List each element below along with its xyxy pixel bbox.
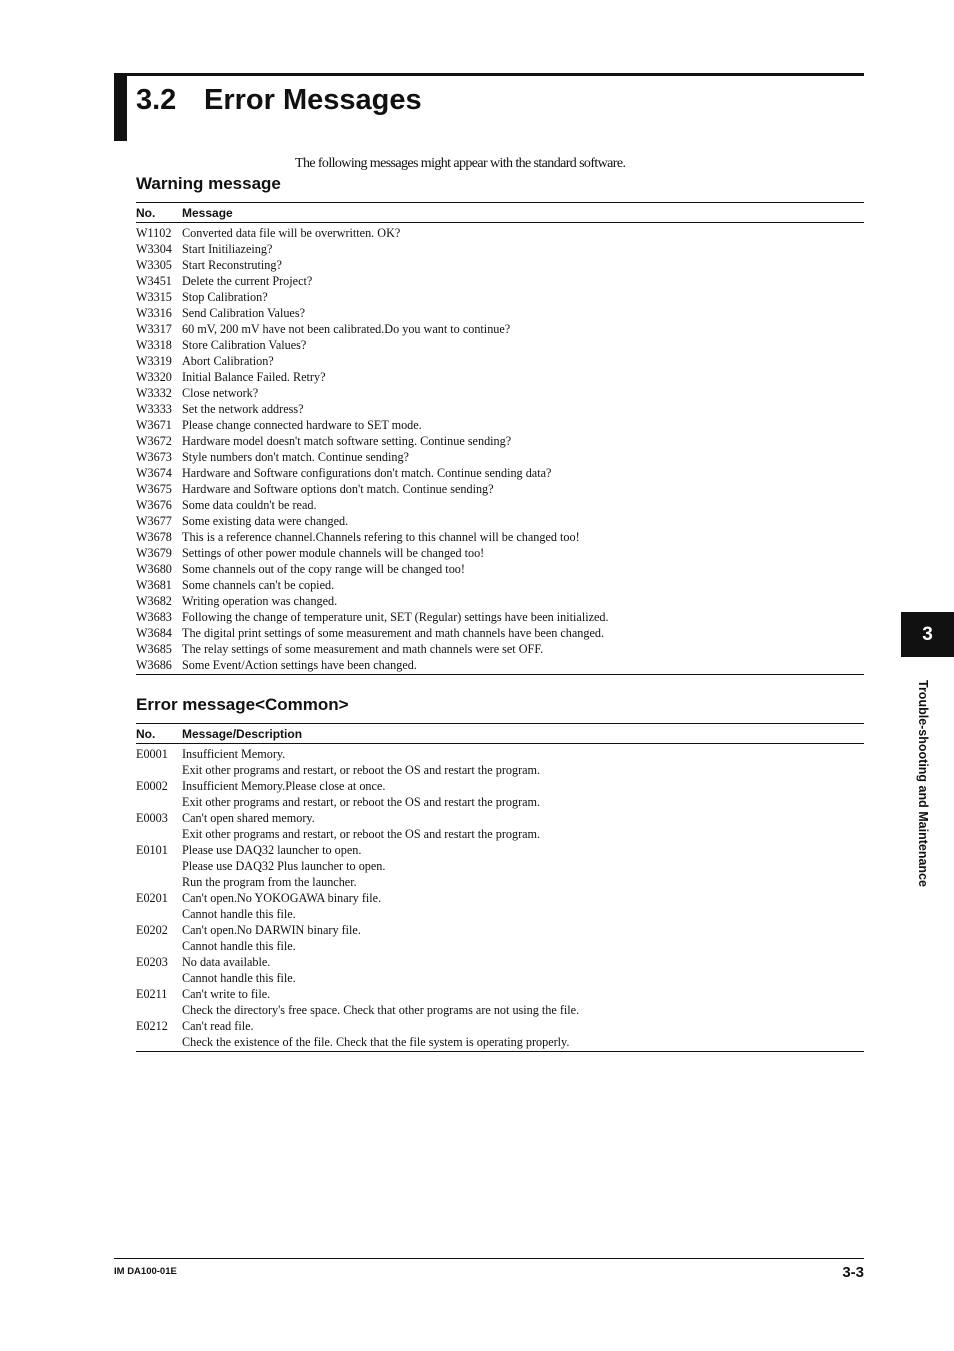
- message-text: [182, 810, 864, 842]
- warning-rows: [136, 223, 864, 674]
- table-row: [136, 305, 864, 321]
- message-number: W3685: [136, 642, 172, 656]
- message-number: W3317: [136, 322, 172, 336]
- message-line: Can't open.No DARWIN binary file.: [182, 923, 361, 937]
- message-text: [182, 1018, 864, 1050]
- message-number: W3451: [136, 274, 172, 288]
- message-line: Stop Calibration?: [182, 290, 268, 304]
- column-header-no: No.: [136, 727, 156, 741]
- message-text: [182, 513, 864, 529]
- table-row: [136, 842, 864, 890]
- message-number: W3316: [136, 306, 172, 320]
- column-header-message: Message: [182, 206, 233, 220]
- message-number: W3683: [136, 610, 172, 624]
- message-text: [182, 746, 864, 778]
- message-line: Exit other programs and restart, or reboot the OS and restart the program.: [182, 795, 541, 809]
- warning-table: [136, 202, 864, 675]
- section-title: Error Messages: [204, 84, 422, 116]
- page-title: [136, 82, 422, 118]
- chapter-tab: 3: [901, 612, 954, 657]
- message-number: W3318: [136, 338, 172, 352]
- message-line: Some data couldn't be read.: [182, 498, 317, 512]
- table-row: [136, 529, 864, 545]
- column-header-message-description: Message/Description: [182, 727, 303, 741]
- error-table-header: [136, 724, 864, 744]
- warning-table-header: [136, 203, 864, 223]
- message-text: [182, 449, 864, 465]
- message-line: Hardware and Software options don't match. Continue sending?: [182, 482, 494, 496]
- message-number: W3678: [136, 530, 172, 544]
- table-row: [136, 609, 864, 625]
- table-row: [136, 561, 864, 577]
- message-line: Cannot handle this file.: [182, 907, 296, 921]
- message-text: [182, 890, 864, 922]
- message-number: W3304: [136, 242, 172, 256]
- message-text: [182, 337, 864, 353]
- footer-rule: [114, 1258, 864, 1259]
- table-row: [136, 481, 864, 497]
- message-line: Style numbers don't match. Continue sending?: [182, 450, 409, 464]
- message-text: [182, 778, 864, 810]
- message-text: [182, 321, 864, 337]
- title-marker-bar: [114, 73, 127, 141]
- message-text: [182, 433, 864, 449]
- warning-heading: Warning message: [136, 174, 281, 193]
- message-line: The relay settings of some measurement and math channels were set OFF.: [182, 642, 544, 656]
- message-line: Cannot handle this file.: [182, 939, 296, 953]
- table-row: [136, 385, 864, 401]
- message-text: [182, 481, 864, 497]
- table-row: [136, 1018, 864, 1050]
- message-number: E0001: [136, 747, 168, 761]
- table-row: [136, 337, 864, 353]
- table-row: [136, 241, 864, 257]
- message-text: [182, 465, 864, 481]
- message-number: W3672: [136, 434, 172, 448]
- message-text: [182, 577, 864, 593]
- message-number: W3333: [136, 402, 172, 416]
- message-text: [182, 529, 864, 545]
- message-number: E0211: [136, 987, 168, 1001]
- table-row: [136, 497, 864, 513]
- message-line: Some channels out of the copy range will be changed too!: [182, 562, 465, 576]
- message-number: W3332: [136, 386, 172, 400]
- message-line: Can't open shared memory.: [182, 811, 315, 825]
- error-rows: [136, 744, 864, 1051]
- message-number: W3676: [136, 498, 172, 512]
- message-line: No data available.: [182, 955, 271, 969]
- message-number: W3686: [136, 658, 172, 672]
- message-text: [182, 954, 864, 986]
- message-number: E0203: [136, 955, 168, 969]
- message-number: W3682: [136, 594, 172, 608]
- table-row: [136, 449, 864, 465]
- message-line: Can't write to file.: [182, 987, 271, 1001]
- table-row: [136, 577, 864, 593]
- table-row: [136, 545, 864, 561]
- message-text: [182, 986, 864, 1018]
- message-text: [182, 561, 864, 577]
- table-row: [136, 778, 864, 810]
- message-number: E0002: [136, 779, 168, 793]
- message-line: Set the network address?: [182, 402, 304, 416]
- message-line: Start Initiliazeing?: [182, 242, 273, 256]
- message-line: Some Event/Action settings have been changed.: [182, 658, 417, 672]
- message-text: [182, 641, 864, 657]
- table-row: [136, 257, 864, 273]
- message-number: W3677: [136, 514, 172, 528]
- table-row: [136, 225, 864, 241]
- message-text: [182, 657, 864, 673]
- message-line: Please use DAQ32 Plus launcher to open.: [182, 859, 386, 873]
- message-text: [182, 273, 864, 289]
- message-line: Close network?: [182, 386, 259, 400]
- message-line: Check the existence of the file. Check that the file system is operating properly.: [182, 1035, 570, 1049]
- table-row: [136, 353, 864, 369]
- message-line: 60 mV, 200 mV have not been calibrated.Do you want to continue?: [182, 322, 511, 336]
- message-number: W3684: [136, 626, 172, 640]
- message-line: Hardware model doesn't match software setting. Continue sending?: [182, 434, 512, 448]
- table-row: [136, 657, 864, 673]
- message-text: [182, 369, 864, 385]
- message-number: E0101: [136, 843, 168, 857]
- message-text: [182, 401, 864, 417]
- message-number: E0212: [136, 1019, 168, 1033]
- message-line: Store Calibration Values?: [182, 338, 307, 352]
- table-row: [136, 810, 864, 842]
- message-text: [182, 842, 864, 890]
- table-row: [136, 641, 864, 657]
- message-text: [182, 385, 864, 401]
- message-line: Check the directory's free space. Check that other programs are not using the file.: [182, 1003, 580, 1017]
- message-line: The digital print settings of some measurement and math channels have been changed.: [182, 626, 605, 640]
- message-number: E0003: [136, 811, 168, 825]
- message-line: Send Calibration Values?: [182, 306, 305, 320]
- message-line: Insufficient Memory.Please close at once.: [182, 779, 386, 793]
- message-text: [182, 305, 864, 321]
- message-number: W3673: [136, 450, 172, 464]
- table-row: [136, 593, 864, 609]
- message-number: W3671: [136, 418, 172, 432]
- message-text: [182, 545, 864, 561]
- section-number: 3.2: [136, 84, 177, 116]
- intro-text: The following messages might appear with the standard software.: [295, 156, 626, 171]
- table-row: [136, 625, 864, 641]
- table-row: [136, 273, 864, 289]
- table-row: [136, 465, 864, 481]
- message-text: [182, 241, 864, 257]
- message-line: Please change connected hardware to SET mode.: [182, 418, 422, 432]
- table-row: [136, 513, 864, 529]
- message-line: Exit other programs and restart, or reboot the OS and restart the program.: [182, 763, 541, 777]
- message-text: [182, 225, 864, 241]
- message-line: Some channels can't be copied.: [182, 578, 335, 592]
- message-text: [182, 922, 864, 954]
- table-row: [136, 369, 864, 385]
- message-line: Start Reconstruting?: [182, 258, 282, 272]
- table-row: [136, 417, 864, 433]
- table-row: [136, 954, 864, 986]
- table-row: [136, 986, 864, 1018]
- message-number: W3674: [136, 466, 172, 480]
- message-number: W3675: [136, 482, 172, 496]
- message-text: [182, 625, 864, 641]
- message-line: Settings of other power module channels will be changed too!: [182, 546, 485, 560]
- table-row: [136, 890, 864, 922]
- message-line: Insufficient Memory.: [182, 747, 286, 761]
- message-line: Please use DAQ32 launcher to open.: [182, 843, 362, 857]
- message-number: W3315: [136, 290, 172, 304]
- table-row: [136, 321, 864, 337]
- table-row: [136, 433, 864, 449]
- message-line: Cannot handle this file.: [182, 971, 296, 985]
- message-line: Writing operation was changed.: [182, 594, 338, 608]
- message-line: Initial Balance Failed. Retry?: [182, 370, 326, 384]
- message-text: [182, 609, 864, 625]
- message-line: Exit other programs and restart, or reboot the OS and restart the program.: [182, 827, 541, 841]
- message-number: E0201: [136, 891, 168, 905]
- message-text: [182, 289, 864, 305]
- table-row: [136, 289, 864, 305]
- message-number: W3681: [136, 578, 172, 592]
- title-rule: [114, 73, 864, 76]
- message-number: W3680: [136, 562, 172, 576]
- chapter-label: Trouble-shooting and Maintenance: [916, 680, 930, 887]
- message-line: Can't open.No YOKOGAWA binary file.: [182, 891, 382, 905]
- page-number: 3-3: [842, 1264, 864, 1281]
- table-row: [136, 922, 864, 954]
- message-number: E0202: [136, 923, 168, 937]
- error-table: [136, 723, 864, 1052]
- message-number: W3679: [136, 546, 172, 560]
- message-number: W3305: [136, 258, 172, 272]
- message-text: [182, 353, 864, 369]
- message-line: Hardware and Software configurations don't match. Continue sending data?: [182, 466, 552, 480]
- message-line: Converted data file will be overwritten. OK?: [182, 226, 401, 240]
- message-number: W1102: [136, 226, 172, 240]
- message-line: Delete the current Project?: [182, 274, 313, 288]
- message-text: [182, 257, 864, 273]
- message-line: Some existing data were changed.: [182, 514, 349, 528]
- message-line: Abort Calibration?: [182, 354, 274, 368]
- message-text: [182, 593, 864, 609]
- table-row: [136, 401, 864, 417]
- error-heading: Error message<Common>: [136, 695, 349, 714]
- message-number: W3320: [136, 370, 172, 384]
- message-line: This is a reference channel.Channels refering to this channel will be changed too!: [182, 530, 580, 544]
- document-id: IM DA100-01E: [114, 1266, 177, 1277]
- message-line: Run the program from the launcher.: [182, 875, 357, 889]
- table-row: [136, 746, 864, 778]
- message-text: [182, 497, 864, 513]
- message-text: [182, 417, 864, 433]
- message-line: Can't read file.: [182, 1019, 254, 1033]
- column-header-no: No.: [136, 206, 156, 220]
- message-line: Following the change of temperature unit, SET (Regular) settings have been initialized.: [182, 610, 609, 624]
- message-number: W3319: [136, 354, 172, 368]
